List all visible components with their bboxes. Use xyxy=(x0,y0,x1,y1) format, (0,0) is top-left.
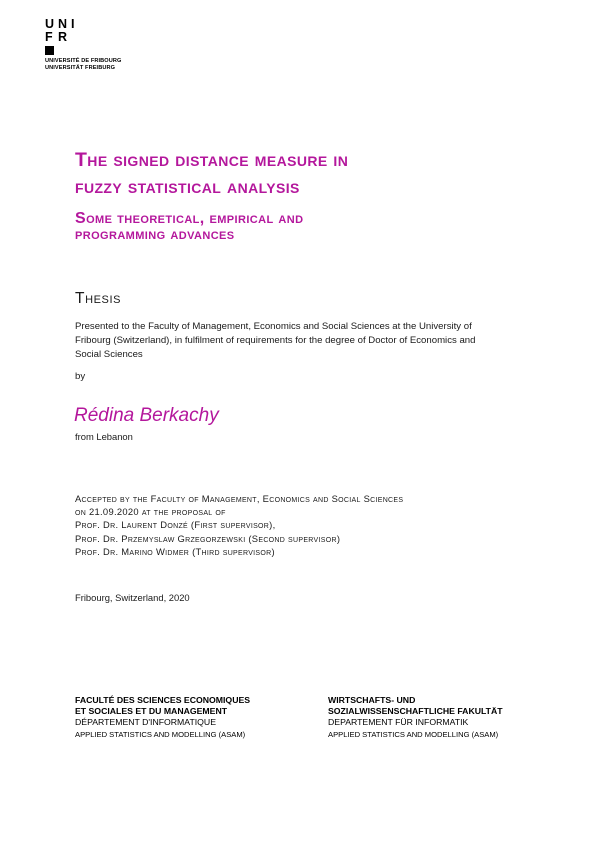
footer-left-line-3: DÉPARTEMENT D'INFORMATIQUE xyxy=(75,717,216,728)
footer-left-line-2: ET SOCIALES ET DU MANAGEMENT xyxy=(75,706,228,717)
presented-line-2: Fribourg (Switzerland), in fulfilment of requirements for the degree of Doctor of Economics and xyxy=(75,335,476,346)
title-line-1: The signed distance measure in xyxy=(75,149,349,171)
thesis-subtitle xyxy=(75,211,545,243)
subtitle-line-1: Some theoretical, empirical and xyxy=(75,210,304,227)
supervisor-second: Prof. Dr. Przemyslaw Grzegorzewski (Second supervisor) xyxy=(75,532,341,544)
presented-statement xyxy=(75,320,535,362)
accepted-line-1: Accepted by the Faculty of Management, Economics and Social Sciences xyxy=(75,493,404,504)
university-logo xyxy=(45,19,145,72)
thesis-title xyxy=(75,147,545,201)
logo-letter-u: U xyxy=(45,17,55,31)
logo-letter-i: I xyxy=(71,17,75,31)
by-label: by xyxy=(75,371,86,382)
logo-letter-r: R xyxy=(58,30,68,44)
logo-line-french: UNIVERSITÉ DE FRIBOURG xyxy=(45,58,122,64)
footer-german xyxy=(328,695,503,740)
author-origin: from Lebanon xyxy=(75,431,133,442)
accepted-line-2: on 21.09.2020 at the proposal of xyxy=(75,506,226,518)
presented-line-3: Social Sciences xyxy=(75,349,143,360)
title-line-2: fuzzy statistical analysis xyxy=(75,176,300,198)
footer-right-line-2: SOZIALWISSENSCHAFTLICHE FAKULTÄT xyxy=(328,706,503,717)
logo-line-german: UNIVERSITÄT FREIBURG xyxy=(45,65,116,71)
unifr-logo-mark xyxy=(45,19,145,56)
supervisor-first: Prof. Dr. Laurent Donzé (First supervisor), xyxy=(75,519,276,531)
footer-left-line-1: FACULTÉ DES SCIENCES ECONOMIQUES xyxy=(75,695,251,705)
logo-letter-f: F xyxy=(45,30,53,44)
footer-right-line-1: WIRTSCHAFTS- UND xyxy=(328,695,416,705)
thesis-label: Thesis xyxy=(75,290,122,307)
footer-left-line-4: APPLIED STATISTICS AND MODELLING (ASAM) xyxy=(75,729,246,739)
place-date: Fribourg, Switzerland, 2020 xyxy=(75,592,190,603)
logo-square-icon xyxy=(45,46,54,55)
presented-line-1: Presented to the Faculty of Management, Economics and Social Sciences at the University of xyxy=(75,321,472,332)
subtitle-line-2: programming advances xyxy=(75,226,235,243)
footer-right-line-4: APPLIED STATISTICS AND MODELLING (ASAM) xyxy=(328,729,499,739)
footer-right-line-3: DEPARTEMENT FÜR INFORMATIK xyxy=(328,717,469,728)
acceptance-block xyxy=(75,492,555,558)
supervisor-third: Prof. Dr. Marino Widmer (Third supervisor) xyxy=(75,545,275,557)
author-name: Rédina Berkachy xyxy=(74,405,219,426)
logo-letter-n: N xyxy=(58,17,68,31)
footer-french xyxy=(75,695,250,740)
